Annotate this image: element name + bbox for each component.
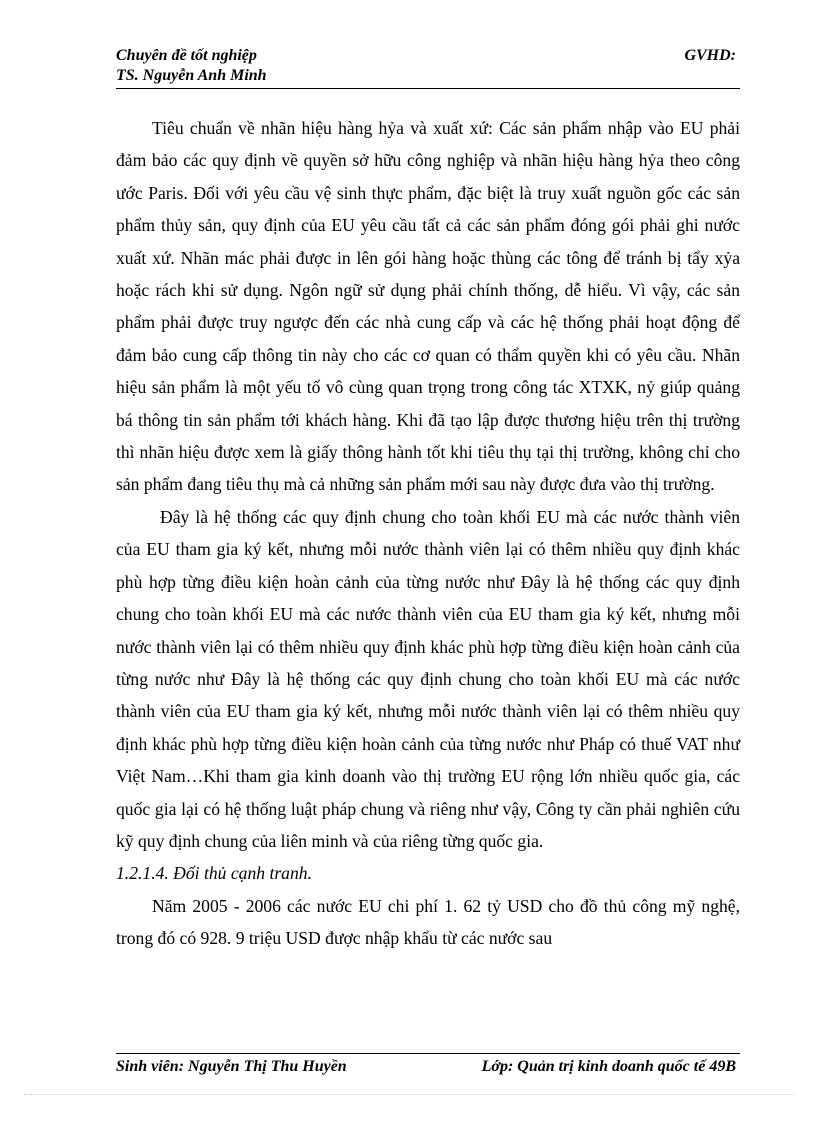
- section-heading: 1.2.1.4. Đối thủ cạnh tranh.: [116, 863, 312, 884]
- header-doc-title: Chuyên đề tốt nghiệp: [116, 47, 257, 64]
- page-header: [116, 46, 736, 86]
- body-paragraph-1: Tiêu chuẩn về nhãn hiệu hàng hỷa và xuất xứ: Các sản phẩm nhập vào EU phải đảm bảo các quy định về quyền sở hữu công nghiệp và nhãn hiệu hàng hỷa theo công ước Paris. Đối với yêu cầu vệ sinh thực phẩm, đặc biệt là truy xuất nguồn gốc các sản phẩm thủy sản, quy định của EU yêu cầu tất cả các sản phẩm đóng gói phải ghi nước xuất xứ. Nhãn mác phải được in lên gói hàng hoặc thùng các tông để tránh bị tẩy xỷa hoặc rách khi sử dụng. Ngôn ngữ sử dụng phải chính thống, dễ hiểu. Vì vậy, các sản phẩm phải được truy ngược đến các nhà cung cấp và các hệ thống phải hoạt động để đảm bảo cung cấp thông tin này cho các cơ quan có thẩm quyền khi có yêu cầu. Nhãn hiệu sản phẩm là một yếu tố vô cùng quan trọng trong công tác XTXK, nỷ giúp quảng bá thông tin sản phẩm tới khách hàng. Khi đã tạo lập được thương hiệu trên thị trường thì nhãn hiệu được xem là giấy thông hành tốt khi tiêu thụ tại thị trường, không chỉ cho sản phẩm đang tiêu thụ mà cả những sản phẩm mới sau này được đưa vào thị trường.: [116, 118, 740, 495]
- page-footer: [116, 1057, 736, 1077]
- footer-class: Lớp: Quản trị kinh doanh quốc tế 49B: [481, 1058, 736, 1075]
- header-gvhd-label: GVHD:: [684, 47, 736, 64]
- header-row-top: [116, 46, 736, 66]
- footer-student: Sinh viên: Nguyễn Thị Thu Huyền: [116, 1058, 347, 1075]
- footer-divider: [116, 1053, 740, 1054]
- page-edge-line: [24, 1094, 794, 1095]
- body-paragraph-2: Đây là hệ thống các quy định chung cho toàn khối EU mà các nước thành viên của EU tham gia ký kết, nhưng mỗi nước thành viên lại có thêm nhiều quy định khác phù hợp từng điều kiện hoàn cảnh của từng nước như Đây là hệ thống các quy định chung cho toàn khối EU mà các nước thành viên của EU tham gia ký kết, nhưng mỗi nước thành viên lại có thêm nhiều quy định khác phù hợp từng điều kiện hoàn cảnh của từng nước như Đây là hệ thống các quy định chung cho toàn khối EU mà các nước thành viên của EU tham gia ký kết, nhưng mỗi nước thành viên lại có thêm nhiều quy định khác phù hợp từng điều kiện hoàn cảnh của từng nước như Pháp có thuế VAT như Việt Nam…Khi tham gia kinh doanh vào thị trường EU rộng lớn nhiều quốc gia, các quốc gia lại có hệ thống luật pháp chung và riêng như vậy, Công ty cần phải nghiên cứu kỹ quy định chung của liên minh và của riêng từng quốc gia.: [116, 506, 740, 851]
- document-body: [116, 112, 740, 955]
- header-row-bottom: [116, 66, 736, 86]
- header-supervisor: TS. Nguyễn Anh Minh: [116, 67, 267, 84]
- header-divider: [116, 88, 740, 89]
- body-paragraph-3: Năm 2005 - 2006 các nước EU chi phí 1. 62 tỷ USD cho đồ thủ công mỹ nghệ, trong đó có 928. 9 triệu USD được nhập khẩu từ các nước sau: [116, 895, 740, 949]
